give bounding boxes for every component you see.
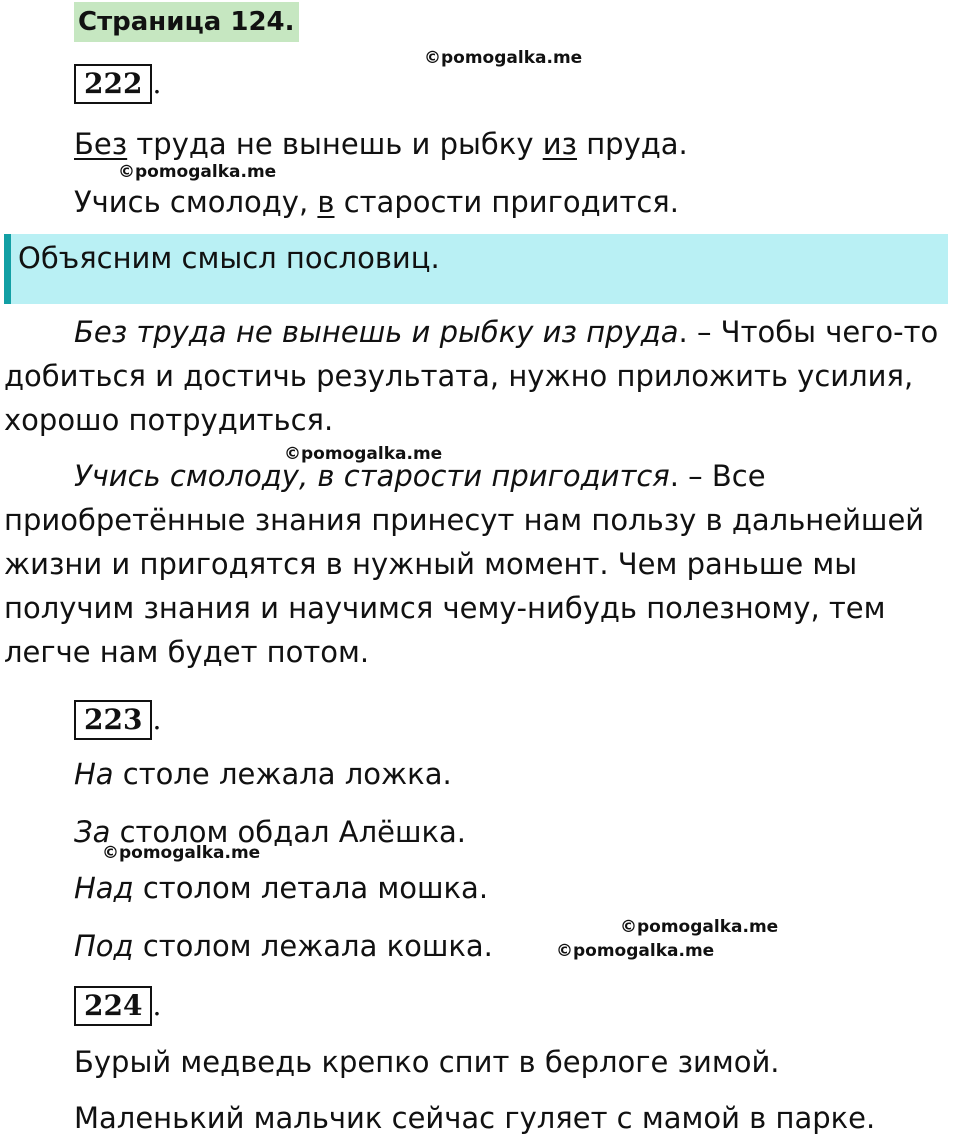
proverb-quote: Без труда не вынешь и рыбку из пруда bbox=[74, 315, 679, 349]
sentence-line: На столе лежала ложка. bbox=[74, 757, 452, 791]
preposition: Под bbox=[74, 929, 134, 963]
explanation-paragraph-1: Без труда не вынешь и рыбку из пруда. – Чтобы чего-то добиться и достичь результата, нужно приложить усилия, хорошо потрудиться. bbox=[4, 315, 939, 437]
preposition: Без bbox=[74, 127, 128, 161]
explanation-paragraph-2: Учись смолоду, в старости пригодится. – Все приобретённые знания принесут нам пользу в дальнейшей жизни и пригодятся в нужный момент. Чем раньше мы получим знания и научимся чему-нибудь полезному, тем легче нам будет потом. bbox=[4, 459, 925, 669]
exercise-224-number: 224 . bbox=[74, 986, 161, 1026]
exercise-number-box: 222 bbox=[74, 64, 152, 104]
proverb-quote: Учись смолоду, в старости пригодится bbox=[74, 459, 670, 493]
proverb-line-2: Учись смолоду, в старости пригодится. bbox=[74, 185, 679, 219]
watermark: ©pomogalka.me bbox=[620, 917, 779, 937]
watermark: ©pomogalka.me bbox=[118, 162, 277, 182]
proverb-line-1: Без труда не вынешь и рыбку из пруда. bbox=[74, 127, 688, 161]
sentence-line: Над столом летала мошка. bbox=[74, 871, 489, 905]
sentence-line: Под столом лежала кошка. bbox=[74, 929, 493, 963]
watermark: ©pomogalka.me bbox=[556, 941, 715, 961]
sentence-line: Маленький мальчик сейчас гуляет с мамой в парке. bbox=[74, 1101, 876, 1135]
watermark: ©pomogalka.me bbox=[424, 48, 583, 68]
sentence-line: Бурый медведь крепко спит в берлоге зимой. bbox=[74, 1045, 780, 1079]
watermark: ©pomogalka.me bbox=[284, 444, 443, 464]
preposition: в bbox=[317, 185, 335, 219]
exercise-number-box: 223 bbox=[74, 700, 152, 740]
page-heading: Страница 124. bbox=[74, 2, 299, 42]
watermark: ©pomogalka.me bbox=[102, 843, 261, 863]
preposition: Над bbox=[74, 871, 134, 905]
sentence-line: За столом обдал Алёшка. bbox=[74, 815, 467, 849]
exercise-222-number: 222 . bbox=[74, 64, 161, 104]
exercise-number-box: 224 bbox=[74, 986, 152, 1026]
preposition: На bbox=[74, 757, 114, 791]
exercise-223-number: 223 . bbox=[74, 700, 161, 740]
preposition: За bbox=[74, 815, 111, 849]
explanation-heading: Объясним смысл пословиц. bbox=[18, 241, 440, 275]
preposition: из bbox=[542, 127, 577, 161]
